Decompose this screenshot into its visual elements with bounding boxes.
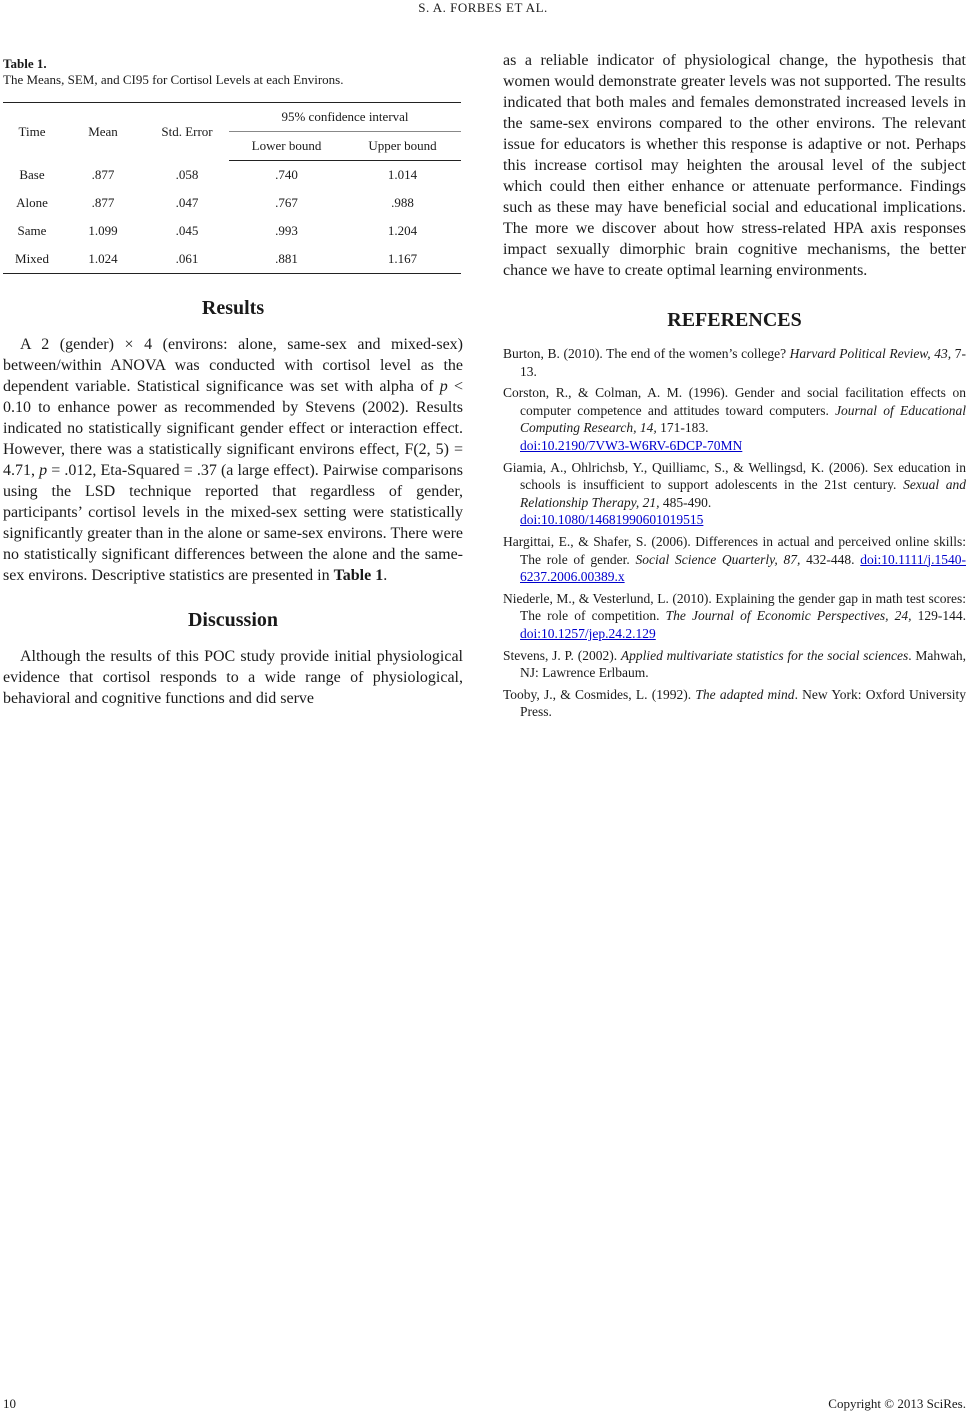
discussion-paragraph-continued: as a reliable indicator of physiological change, the hypothesis that women would demonstrate greater levels was not supported. The results indicated that both males and females demonstrated increased levels in the same-sex environs compared to the other environs. The relevant issue for educators is whether this response is adaptive or not. Perhaps this increase cortisol may heighten the arousal level of the subject which could then either enhance or attenuate performance. Findings such as these may have beneficial social and educational implications. The more we discover about how stress-related HPA axis responses impact sexually dimorphic brain cognitive mechanisms, the better chance we have to create optimal learning environments. [503, 52, 966, 279]
table-row [3, 189, 461, 217]
ref-text: Hargittai, E., & Shafer, S. (2006). Differences in actual and perceived online skills: The role of gender. [503, 533, 966, 567]
ref-pages: 432-448. [800, 551, 861, 567]
cell-mean: 1.024 [61, 245, 145, 274]
ref-source: The adapted mind [695, 686, 795, 702]
cell-se: .047 [175, 195, 199, 210]
references-heading: REFERENCES [667, 309, 802, 331]
cell-time: Mixed [3, 245, 61, 274]
ref-pages: 129-144. [911, 608, 966, 624]
cell-upper: 1.204 [387, 223, 418, 238]
results-heading: Results [201, 297, 265, 319]
cell-se: .058 [175, 166, 199, 182]
cell-lower: .767 [275, 195, 298, 210]
doi-link[interactable]: doi:10.1111/j.1540-6237.2006.00389.x [520, 551, 966, 585]
results-text-end: . [383, 567, 388, 584]
discussion-paragraph: Although the results of this POC study provide initial physiological evidence that cortisol responds to a wide range of physiological, behavioral and cognitive functions and did serve [3, 648, 463, 707]
discussion-heading: Discussion [187, 609, 279, 631]
table-row [3, 245, 461, 274]
ref-pages: 7-13. [520, 346, 966, 379]
reference-list [503, 345, 966, 721]
table-row [3, 217, 461, 245]
ref-text: Corston, R., & Colman, A. M. (1996). Gender and social facilitation effects on computer competence and attitudes toward computers. [503, 385, 966, 418]
cell-lower: .740 [275, 167, 298, 182]
reference-item [503, 384, 966, 454]
results-paragraph [3, 334, 463, 586]
cortisol-table [3, 102, 461, 274]
cell-upper: .988 [391, 195, 414, 210]
results-text-a: A 2 (gender) × 4 (environs: alone, same-sex and mixed-sex) between/within ANOVA was conducted with cortisol level as the dependent variable. Statistical significance was set with alpha of [3, 336, 463, 395]
table-row [3, 161, 461, 190]
p-symbol: p [39, 462, 48, 479]
cell-mean: 1.099 [88, 223, 118, 238]
cell-mean: .877 [91, 166, 115, 182]
col-header-ci: 95% confidence interval [229, 103, 461, 132]
ref-text: Burton, B. (2010). The end of the women’s college? [503, 346, 790, 361]
ref-pages: 485-490. [659, 494, 712, 510]
ref-source: Social Science Quarterly, 87, [635, 551, 801, 567]
cell-time: Alone [16, 195, 48, 210]
cell-lower: .993 [275, 223, 298, 238]
ref-pages: . New York: Oxford University Press. [520, 686, 966, 720]
ref-source: Sexual and Relationship Therapy, 21, [520, 477, 966, 510]
table-caption: The Means, SEM, and CI95 for Cortisol Levels at each Environs. [3, 72, 344, 87]
cell-se: .061 [145, 245, 229, 274]
page-number: 10 [3, 1396, 16, 1411]
cell-time: Base [19, 166, 45, 182]
ref-text: Giamia, A., Ohlrichsb, Y., Quilliamc, S., & Wellingsd, K. (2006). Sex education in schools is insufficient to support adolescents in the 21st century. [503, 459, 966, 493]
cell-mean: .877 [91, 195, 115, 210]
col-header-std-error: Std. Error [145, 103, 229, 161]
reference-item [503, 686, 966, 721]
reference-item [503, 459, 966, 529]
ref-source: Harvard Political Review, 43, [789, 346, 952, 361]
ref-pages: 171-183. [656, 420, 709, 436]
running-head: S. A. FORBES ET AL. [418, 0, 548, 15]
reference-item [503, 533, 966, 586]
ref-text: Tooby, J., & Cosmides, L. (1992). [503, 686, 696, 702]
copyright-notice: Copyright © 2013 SciRes. [828, 1396, 966, 1411]
ref-source: The Journal of Economic Perspectives, 24, [665, 608, 912, 624]
col-header-upper: Upper bound [344, 132, 461, 161]
table-title: Table 1. [3, 56, 47, 71]
cell-upper: 1.014 [387, 167, 418, 182]
left-column [3, 56, 463, 709]
cell-lower: .881 [229, 245, 344, 274]
ref-text: Niederle, M., & Vesterlund, L. (2010). Explaining the gender gap in math test scores: The role of competition. [503, 590, 966, 624]
col-header-time: Time [3, 103, 61, 161]
cell-time: Same [17, 223, 47, 238]
reference-item [503, 590, 966, 643]
cell-se: .045 [175, 223, 199, 238]
ref-pages: . Mahwah, NJ: Lawrence Erlbaum. [520, 647, 966, 681]
col-header-lower: Lower bound [229, 132, 344, 161]
reference-item [503, 345, 966, 380]
ref-text: Stevens, J. P. (2002). [503, 647, 621, 663]
ref-source: Applied multivariate statistics for the social sciences [620, 647, 909, 663]
results-text-b: < 0.10 to enhance power as recommended by Stevens (2002). Results indicated no statistically significant gender effect or interaction effect. However, there was a statistically significant environs effect, F(2, 5) = 4.71, [3, 378, 463, 479]
right-column [503, 50, 966, 725]
p-symbol: p [439, 378, 448, 395]
ref-source: Journal of Educational Computing Research, 14, [520, 402, 966, 436]
cell-upper: 1.167 [344, 245, 461, 274]
doi-link[interactable]: doi:10.1257/jep.24.2.129 [520, 625, 656, 641]
col-header-mean: Mean [61, 103, 145, 161]
reference-item [503, 647, 966, 682]
results-text-c: = .012, Eta-Squared = .37 (a large effect). Pairwise comparisons using the LSD technique reported that regardless of gender, participants’ cortisol levels in the mixed-sex setting were statistically significantly greater than in the alone or same-sex environs. There were no statistically significant differences between the alone and the same-sex environs. Descriptive statistics are presented in [3, 462, 463, 584]
doi-link[interactable]: doi:10.2190/7VW3-W6RV-6DCP-70MN [520, 437, 743, 453]
doi-link[interactable]: doi:10.1080/14681990601019515 [520, 512, 704, 528]
table-reference: Table 1 [333, 567, 384, 584]
